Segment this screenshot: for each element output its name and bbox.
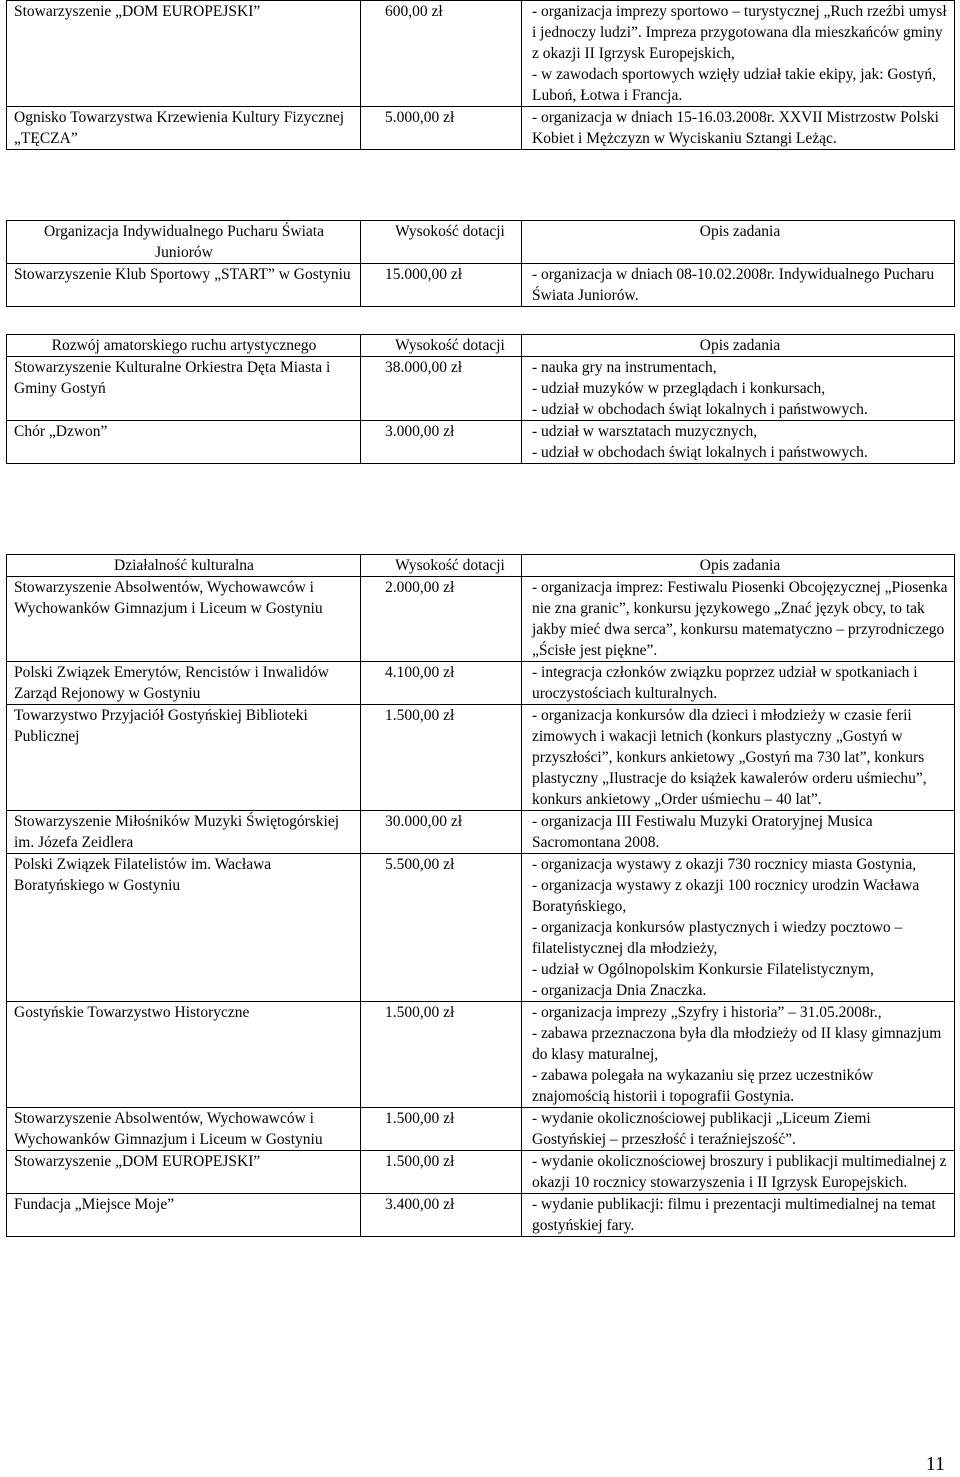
task-description xyxy=(522,577,955,662)
task-description xyxy=(522,811,955,854)
grant-amount: 15.000,00 zł xyxy=(361,264,522,307)
description-line: - organizacja III Festiwalu Muzyki Oratoryjnej Musica Sacromontana 2008. xyxy=(532,813,873,851)
table-row xyxy=(7,1002,955,1108)
grant-amount: 4.100,00 zł xyxy=(361,662,522,705)
description-line: - w zawodach sportowych wzięły udział takie ekipy, jak: Gostyń, Luboń, Łotwa i Francja. xyxy=(532,66,937,104)
description-heading: Opis zadania xyxy=(522,335,955,357)
header-row xyxy=(7,221,955,264)
description-line: - udział w obchodach świąt lokalnych i państwowych. xyxy=(532,401,868,418)
table-row xyxy=(7,662,955,705)
description-line: - organizacja Dnia Znaczka. xyxy=(532,982,707,999)
task-description xyxy=(522,662,955,705)
grant-amount: 30.000,00 zł xyxy=(361,811,522,854)
description-line: - wydanie okolicznościowej broszury i publikacji multimedialnej z okazji 10 rocznicy stowarzyszenia i II Igrzysk Europejskich. xyxy=(532,1153,947,1191)
description-line: - organizacja imprezy sportowo – turystycznej „Ruch rzeźbi umysł i jednoczy ludzi”. Impreza przygotowana dla mieszkańców gminy z okazji II Igrzysk Europejskich, xyxy=(532,3,947,62)
grant-amount: 2.000,00 zł xyxy=(361,577,522,662)
organization-name: Stowarzyszenie Absolwentów, Wychowawców i Wychowanków Gimnazjum i Liceum w Gostyniu xyxy=(7,1108,361,1151)
organization-name: Polski Związek Filatelistów im. Wacława Boratyńskiego w Gostyniu xyxy=(7,854,361,1002)
grant-amount: 1.500,00 zł xyxy=(361,1151,522,1194)
amateur-arts-table xyxy=(6,334,955,464)
table-row xyxy=(7,107,955,150)
table-row xyxy=(7,357,955,421)
grant-amount: 5.000,00 zł xyxy=(361,107,522,150)
description-line: - organizacja wystawy z okazji 730 rocznicy miasta Gostynia, xyxy=(532,856,917,873)
table-row xyxy=(7,705,955,811)
description-line: - organizacja wystawy z okazji 100 rocznicy urodzin Wacława Boratyńskiego, xyxy=(532,877,920,915)
description-line: - udział w obchodach świąt lokalnych i państwowych. xyxy=(532,444,868,461)
description-heading: Opis zadania xyxy=(522,555,955,577)
amount-heading: Wysokość dotacji xyxy=(361,555,522,577)
organization-name: Gostyńskie Towarzystwo Historyczne xyxy=(7,1002,361,1108)
table-row xyxy=(7,577,955,662)
task-description xyxy=(522,705,955,811)
description-line: - organizacja w dniach 08-10.02.2008r. Indywidualnego Pucharu Świata Juniorów. xyxy=(532,266,935,304)
description-line: - udział w Ogólnopolskim Konkursie Filatelistycznym, xyxy=(532,961,874,978)
header-row xyxy=(7,555,955,577)
organization-name: Chór „Dzwon” xyxy=(7,421,361,464)
task-description xyxy=(522,854,955,1002)
grant-amount: 3.400,00 zł xyxy=(361,1194,522,1237)
organization-name: Stowarzyszenie Kulturalne Orkiestra Dęta Miasta i Gminy Gostyń xyxy=(7,357,361,421)
table-row xyxy=(7,1108,955,1151)
description-line: - organizacja konkursów dla dzieci i młodzieży w czasie ferii zimowych i wakacji letnich (konkurs plastyczny „Gostyń w przyszłości”, konkurs ankietowy „Gostyń ma 730 lat”, konkurs plastyczny „Ilustracje do książek kawalerów orderu uśmiechu”, konkurs ankietowy „Order uśmiechu – 40 lat”. xyxy=(532,707,927,808)
description-line: - udział muzyków w przeglądach i konkursach, xyxy=(532,380,826,397)
table-row xyxy=(7,264,955,307)
grant-amount: 3.000,00 zł xyxy=(361,421,522,464)
table-row xyxy=(7,854,955,1002)
description-line: - organizacja w dniach 15-16.03.2008r. XXVII Mistrzostw Polski Kobiet i Mężczyzn w Wyciskaniu Sztangi Leżąc. xyxy=(532,109,939,147)
task-description xyxy=(522,1,955,107)
description-line: - organizacja konkursów plastycznych i wiedzy pocztowo – filatelistycznej dla młodzieży, xyxy=(532,919,903,957)
amount-heading: Wysokość dotacji xyxy=(361,221,522,264)
organization-name: Stowarzyszenie „DOM EUROPEJSKI” xyxy=(7,1151,361,1194)
sports-grants-table xyxy=(6,0,955,150)
cultural-activity-table xyxy=(6,554,955,1237)
description-line: - zabawa polegała na wykazaniu się przez uczestników znajomością historii i topografii Gostynia. xyxy=(532,1067,874,1105)
amount-heading: Wysokość dotacji xyxy=(361,335,522,357)
task-description xyxy=(522,421,955,464)
organization-name: Towarzystwo Przyjaciół Gostyńskiej Biblioteki Publicznej xyxy=(7,705,361,811)
task-description xyxy=(522,1194,955,1237)
grant-amount: 600,00 zł xyxy=(361,1,522,107)
description-line: - zabawa przeznaczona była dla młodzieży od II klasy gimnazjum do klasy maturalnej, xyxy=(532,1025,942,1063)
description-line: - nauka gry na instrumentach, xyxy=(532,359,717,376)
organization-name: Fundacja „Miejsce Moje” xyxy=(7,1194,361,1237)
task-description xyxy=(522,1151,955,1194)
organization-name: Ognisko Towarzystwa Krzewienia Kultury Fizycznej „TĘCZA” xyxy=(7,107,361,150)
junior-cup-table xyxy=(6,220,955,307)
category-heading: Działalność kulturalna xyxy=(7,555,361,577)
organization-name: Stowarzyszenie Absolwentów, Wychowawców i Wychowanków Gimnazjum i Liceum w Gostyniu xyxy=(7,577,361,662)
task-description xyxy=(522,107,955,150)
description-line: - udział w warsztatach muzycznych, xyxy=(532,423,758,440)
organization-name: Stowarzyszenie Miłośników Muzyki Świętogórskiej im. Józefa Zeidlera xyxy=(7,811,361,854)
organization-name: Stowarzyszenie „DOM EUROPEJSKI” xyxy=(7,1,361,107)
table-row xyxy=(7,811,955,854)
description-line: - wydanie publikacji: filmu i prezentacji multimedialnej na temat gostyńskiej fary. xyxy=(532,1196,936,1234)
description-line: - wydanie okolicznościowej publikacji „Liceum Ziemi Gostyńskiej – przeszłość i teraźniejszość”. xyxy=(532,1110,871,1148)
description-heading: Opis zadania xyxy=(522,221,955,264)
grant-amount: 1.500,00 zł xyxy=(361,1002,522,1108)
description-line: - organizacja imprezy „Szyfry i historia” – 31.05.2008r., xyxy=(532,1004,882,1021)
task-description xyxy=(522,1002,955,1108)
page-number: 11 xyxy=(925,1453,945,1475)
table-row xyxy=(7,1194,955,1237)
grant-amount: 1.500,00 zł xyxy=(361,1108,522,1151)
task-description xyxy=(522,264,955,307)
category-heading: Rozwój amatorskiego ruchu artystycznego xyxy=(7,335,361,357)
grant-amount: 1.500,00 zł xyxy=(361,705,522,811)
grant-amount: 38.000,00 zł xyxy=(361,357,522,421)
category-heading: Organizacja Indywidualnego Pucharu Świata Juniorów xyxy=(7,221,361,264)
description-line: - organizacja imprez: Festiwalu Piosenki Obcojęzycznej „Piosenka nie zna granic”, konkursu językowego „Znać język obcy, to tak jakby mieć dwa serca”, konkursu matematyczno – przyrodniczego „Ścisłe jest piękne”. xyxy=(532,579,948,659)
header-row xyxy=(7,335,955,357)
task-description xyxy=(522,357,955,421)
table-row xyxy=(7,1,955,107)
table-row xyxy=(7,1151,955,1194)
organization-name: Polski Związek Emerytów, Rencistów i Inwalidów Zarząd Rejonowy w Gostyniu xyxy=(7,662,361,705)
organization-name: Stowarzyszenie Klub Sportowy „START” w Gostyniu xyxy=(7,264,361,307)
task-description xyxy=(522,1108,955,1151)
grant-amount: 5.500,00 zł xyxy=(361,854,522,1002)
description-line: - integracja członków związku poprzez udział w spotkaniach i uroczystościach kulturalnych. xyxy=(532,664,918,702)
table-row xyxy=(7,421,955,464)
